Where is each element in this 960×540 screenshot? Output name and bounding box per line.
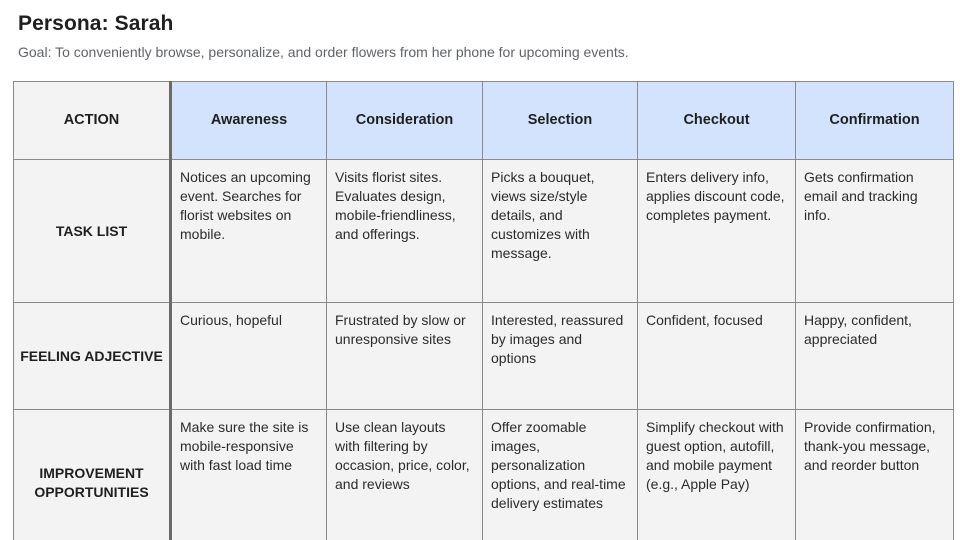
cell-improve-consideration: Use clean layouts with filtering by occasion, price, color, and reviews: [327, 410, 483, 540]
cell-task-confirmation: Gets confirmation email and tracking info.: [796, 160, 954, 303]
page-title: Persona: Sarah: [18, 12, 174, 35]
cell-feeling-confirmation: Happy, confident, appreciated: [796, 303, 954, 410]
persona-goal: Goal: To conveniently browse, personalize, and order flowers from her phone for upcoming events.: [18, 44, 629, 60]
cell-improve-checkout: Simplify checkout with guest option, autofill, and mobile payment (e.g., Apple Pay): [638, 410, 796, 540]
stage-header-confirmation: Confirmation: [796, 82, 954, 160]
cell-improve-selection: Offer zoomable images, personalization options, and real-time delivery estimates: [483, 410, 638, 540]
cell-feeling-consideration: Frustrated by slow or unresponsive sites: [327, 303, 483, 410]
stage-header-selection: Selection: [483, 82, 638, 160]
cell-task-selection: Picks a bouquet, views size/style details, and customizes with message.: [483, 160, 638, 303]
row-label-improvement: IMPROVEMENT OPPORTUNITIES: [14, 410, 171, 540]
cell-improve-confirmation: Provide confirmation, thank-you message, and reorder button: [796, 410, 954, 540]
cell-feeling-awareness: Curious, hopeful: [171, 303, 327, 410]
cell-improve-awareness: Make sure the site is mobile-responsive with fast load time: [171, 410, 327, 540]
cell-feeling-selection: Interested, reassured by images and options: [483, 303, 638, 410]
row-label-task-list: TASK LIST: [14, 160, 171, 303]
stage-header-awareness: Awareness: [171, 82, 327, 160]
cell-task-consideration: Visits florist sites. Evaluates design, mobile-friendliness, and offerings.: [327, 160, 483, 303]
table-row-feeling: [14, 303, 954, 410]
stage-header-row: [14, 82, 954, 160]
stage-header-consideration: Consideration: [327, 82, 483, 160]
table-row-improvement: [14, 410, 954, 540]
corner-label: ACTION: [14, 82, 171, 160]
cell-task-awareness: Notices an upcoming event. Searches for florist websites on mobile.: [171, 160, 327, 303]
table-row-task-list: [14, 160, 954, 303]
journey-map-table: [13, 81, 954, 540]
cell-task-checkout: Enters delivery info, applies discount code, completes payment.: [638, 160, 796, 303]
stage-header-checkout: Checkout: [638, 82, 796, 160]
cell-feeling-checkout: Confident, focused: [638, 303, 796, 410]
row-label-feeling: FEELING ADJECTIVE: [14, 303, 171, 410]
